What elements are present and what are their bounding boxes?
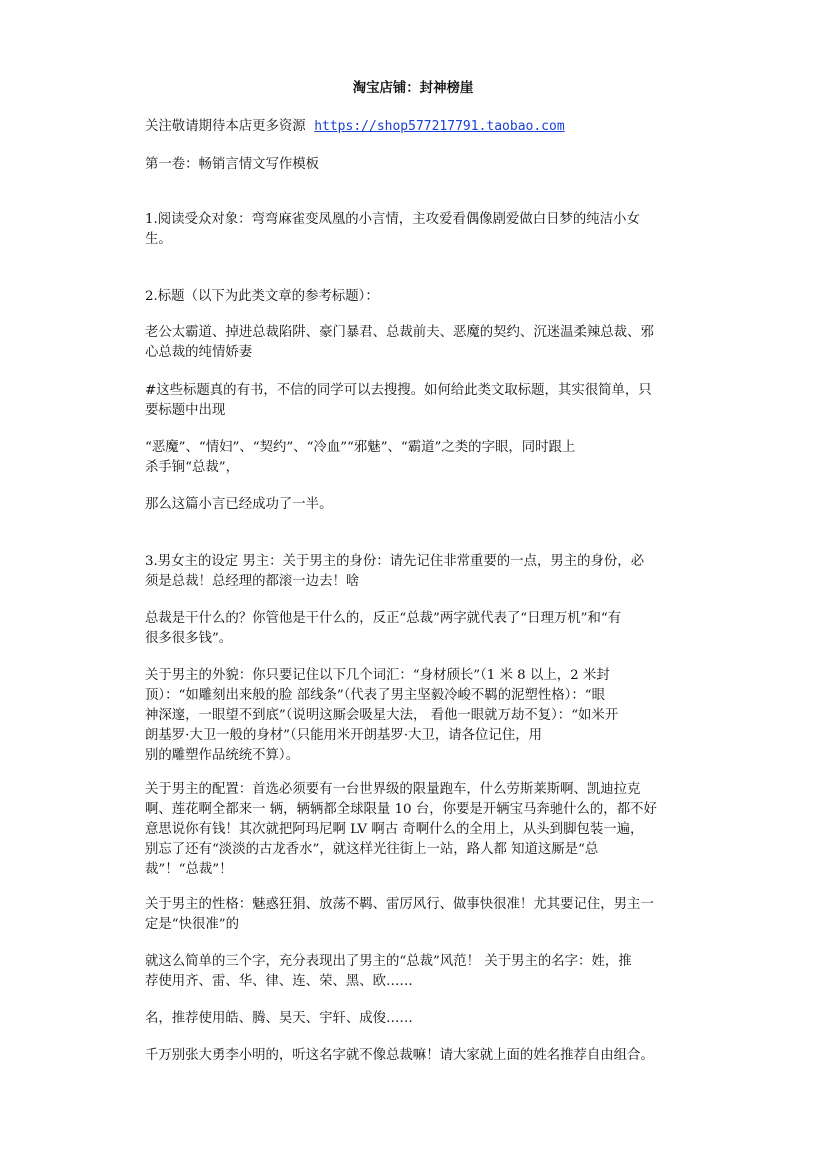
document-title: 淘宝店铺：封神榜崖 xyxy=(352,80,474,96)
text-line: 千万别张大勇李小明的，听这名字就不像总裁嘛！请大家就上面的姓名推荐自由组合。 xyxy=(145,1048,654,1063)
text-line: 意思说你有钱！其次就把阿玛尼啊 LV 啊古 奇啊什么的全用上，从头到脚包装一遍， xyxy=(145,822,644,837)
text-line: 总裁是干什么的？你管他是干什么的，反正“总裁”两字就代表了“日理万机”和“有 xyxy=(145,611,622,626)
text-line: 荐使用齐、雷、华、律、连、荣、黑、欧…… xyxy=(145,974,413,989)
text-line: 老公太霸道、掉进总裁陷阱、豪门暴君、总裁前夫、恶魔的契约、沉迷温柔辣总裁、邪 xyxy=(145,325,654,340)
follow-text: 关注敬请期待本店更多资源 xyxy=(145,119,306,134)
text-line: 心总裁的纯情娇妻 xyxy=(145,345,253,360)
shop-link[interactable]: https://shop577217791.taobao.com xyxy=(314,119,565,134)
text-line: 那么这篇小言已经成功了一半。 xyxy=(145,497,333,512)
text-line: 3.男女主的设定 男主：关于男主的身份：请先记住非常重要的一点，男主的身份，必 xyxy=(145,554,645,569)
text-line: 杀手锏“总裁”， xyxy=(145,460,240,475)
text-line: “恶魔”、“情妇”、“契约”、“冷血”“邪魅”、“霸道”之类的字眼，同时跟上 xyxy=(145,440,576,455)
text-line: 须是总裁！总经理的都滚一边去！啥 xyxy=(145,574,360,589)
text-line: 2.标题（以下为此类文章的参考标题）： xyxy=(145,289,379,304)
text-line: 神深邃，一眼望不到底”（说明这厮会吸星大法， 看他一眼就万劫不复）：“如米开 xyxy=(145,708,619,723)
text-line: 就这么简单的三个字，充分表现出了男主的“总裁”风范！ 关于男主的名字：姓，推 xyxy=(145,954,632,969)
text-line: 朗基罗·大卫一般的身材”（只能用米开朗基罗·大卫，请各位记住，用 xyxy=(145,728,542,743)
text-line: 啊、莲花啊全都来一 辆，辆辆都全球限量 10 台，你要是开辆宝马奔驰什么的，都不好 xyxy=(145,802,657,817)
volume-heading: 第一卷：畅销言情文写作模板 xyxy=(145,157,320,172)
text-line: #这些标题真的有书，不信的同学可以去搜搜。如何给此类文取标题，其实很简单，只 xyxy=(145,383,652,398)
follow-line xyxy=(145,117,705,137)
text-line: 定是“快很准”的 xyxy=(145,917,240,932)
text-line: 名，推荐使用皓、腾、昊天、宇轩、成俊…… xyxy=(145,1011,413,1026)
text-line: 关于男主的外貌：你只要记住以下几个词汇：“身材颀长”（1 米 8 以上，2 米封 xyxy=(145,668,610,683)
text-line: 别的雕塑作品统统不算）。 xyxy=(145,748,299,763)
text-line: 生。 xyxy=(145,232,172,247)
text-line: 1.阅读受众对象：弯弯麻雀变凤凰的小言情，主攻爱看偶像剧爱做白日梦的纯洁小女 xyxy=(145,212,640,227)
text-line: 裁”！“总裁”！ xyxy=(145,862,233,877)
text-line: 关于男主的性格：魅惑狂狷、放荡不羁、雷厉风行、做事快很准！尤其要记住，男主一 xyxy=(145,897,654,912)
text-line: 关于男主的配置：首选必须要有一台世界级的限量跑车，什么劳斯莱斯啊、凯迪拉克 xyxy=(145,782,641,797)
text-line: 要标题中出现 xyxy=(145,403,226,418)
text-line: 顶）：“如雕刻出来般的脸 部线条”（代表了男主坚毅冷峻不羁的泥塑性格）：“眼 xyxy=(145,688,605,703)
text-line: 很多很多钱”。 xyxy=(145,631,233,646)
text-line: 别忘了还有“淡淡的古龙香水”，就这样光往街上一站，路人都 知道这厮是“总 xyxy=(145,842,599,857)
